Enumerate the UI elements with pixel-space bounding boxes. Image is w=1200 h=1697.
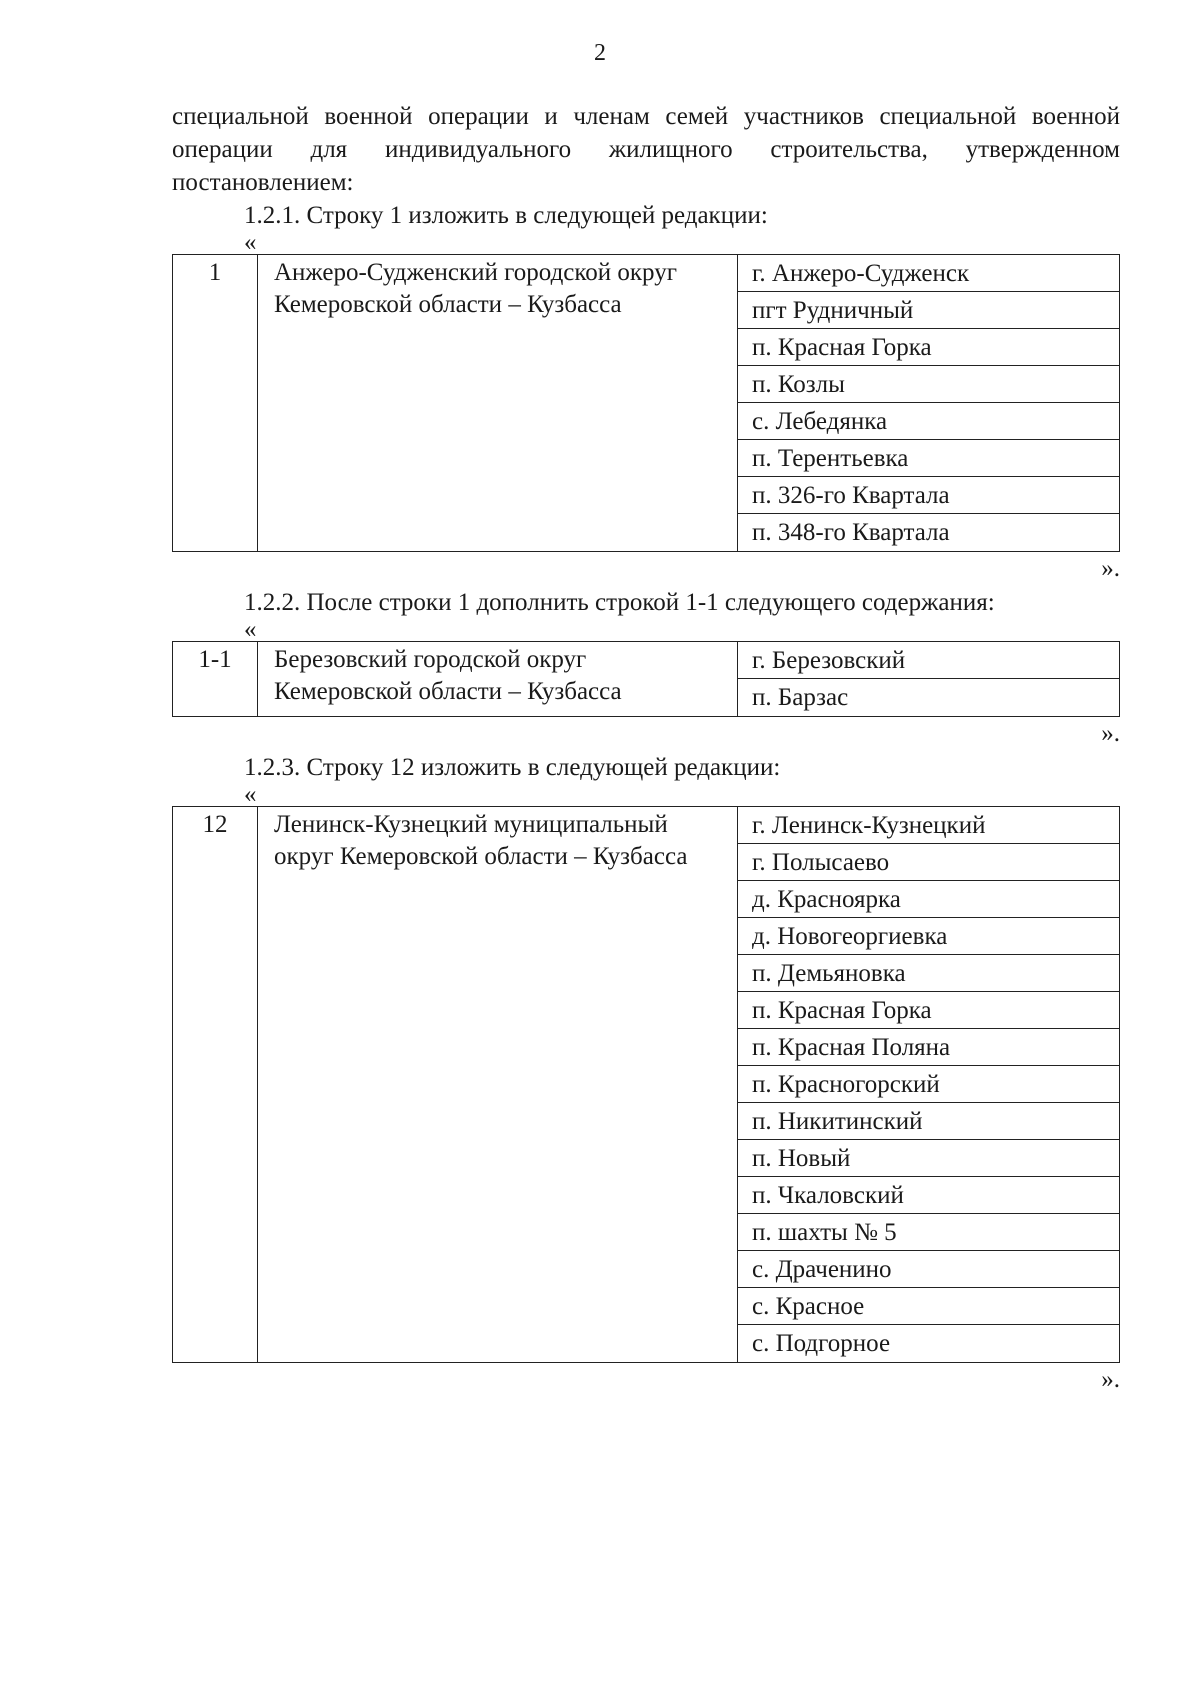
municipality-name: Анжеро-Судженский городской округ Кемеровской области – Кузбасса (258, 255, 738, 552)
settlements-cell (738, 255, 1120, 552)
quote-close: ». (1101, 1366, 1120, 1393)
table-row (173, 807, 1120, 1363)
settlements-list (738, 807, 1119, 1362)
amendment-table (172, 254, 1120, 552)
amendment-section (172, 751, 1120, 1397)
settlements-cell (738, 642, 1120, 717)
clause-text: 1.2.1. Строку 1 изложить в следующей редакции: (244, 202, 768, 229)
municipality-name: Березовский городской округ Кемеровской области – Кузбасса (258, 642, 738, 717)
settlement-item: с. Красное (738, 1288, 1119, 1325)
settlement-item: п. Красная Горка (738, 329, 1119, 366)
settlement-item: г. Полысаево (738, 844, 1119, 881)
row-number: 12 (173, 807, 258, 1363)
settlement-item: п. Никитинский (738, 1103, 1119, 1140)
settlement-item: п. Терентьевка (738, 440, 1119, 477)
settlement-item: п. Барзас (752, 684, 849, 711)
settlements-list (738, 642, 1119, 716)
settlement-item: с. Лебедянка (738, 403, 1119, 440)
quote-open: « (244, 229, 257, 256)
amendment-sections (172, 199, 1120, 1397)
document-body (172, 100, 1120, 1397)
settlement-item: п. 326-го Квартала (738, 477, 1119, 514)
settlement-item: п. шахты № 5 (738, 1214, 1119, 1251)
page-number: 2 (594, 40, 606, 66)
table-row (173, 642, 1120, 717)
amendment-section (172, 586, 1120, 751)
clause-text: 1.2.3. Строку 12 изложить в следующей редакции: (244, 754, 781, 781)
settlement-item: п. Чкаловский (738, 1177, 1119, 1214)
settlement-item: п. Красная Поляна (738, 1029, 1119, 1066)
quote-open: « (244, 781, 257, 808)
settlement-item: г. Анжеро-Судженск (738, 255, 1119, 292)
settlement-item: п. 348-го Квартала (752, 519, 950, 546)
settlement-item: п. Козлы (738, 366, 1119, 403)
settlement-item: д. Красноярка (738, 881, 1119, 918)
row-number: 1 (173, 255, 258, 552)
settlement-item: п. Демьяновка (738, 955, 1119, 992)
amendment-table (172, 641, 1120, 717)
amendment-section (172, 199, 1120, 586)
amendment-table (172, 806, 1120, 1363)
municipality-name: Ленинск-Кузнецкий муниципальный округ Кемеровской области – Кузбасса (258, 807, 738, 1363)
quote-close: ». (1101, 720, 1120, 747)
settlement-item: пгт Рудничный (738, 292, 1119, 329)
settlements-list (738, 255, 1119, 551)
row-number: 1-1 (173, 642, 258, 717)
clause-text: 1.2.2. После строки 1 дополнить строкой 1-1 следующего содержания: (244, 589, 995, 616)
quote-open: « (244, 616, 257, 643)
settlement-item: г. Березовский (738, 642, 1119, 679)
quote-close: ». (1101, 555, 1120, 582)
settlement-item: д. Новогеоргиевка (738, 918, 1119, 955)
settlement-item: п. Новый (738, 1140, 1119, 1177)
intro-paragraph: специальной военной операции и членам семей участников специальной военной операции для индивидуального жилищного строительства, утвержденном постановлением: (172, 103, 1120, 196)
settlement-item: с. Подгорное (752, 1330, 891, 1357)
settlement-item: г. Ленинск-Кузнецкий (738, 807, 1119, 844)
settlements-cell (738, 807, 1120, 1363)
settlement-item: с. Драченино (738, 1251, 1119, 1288)
settlement-item: п. Красногорский (738, 1066, 1119, 1103)
settlement-item: п. Красная Горка (738, 992, 1119, 1029)
table-row (173, 255, 1120, 552)
